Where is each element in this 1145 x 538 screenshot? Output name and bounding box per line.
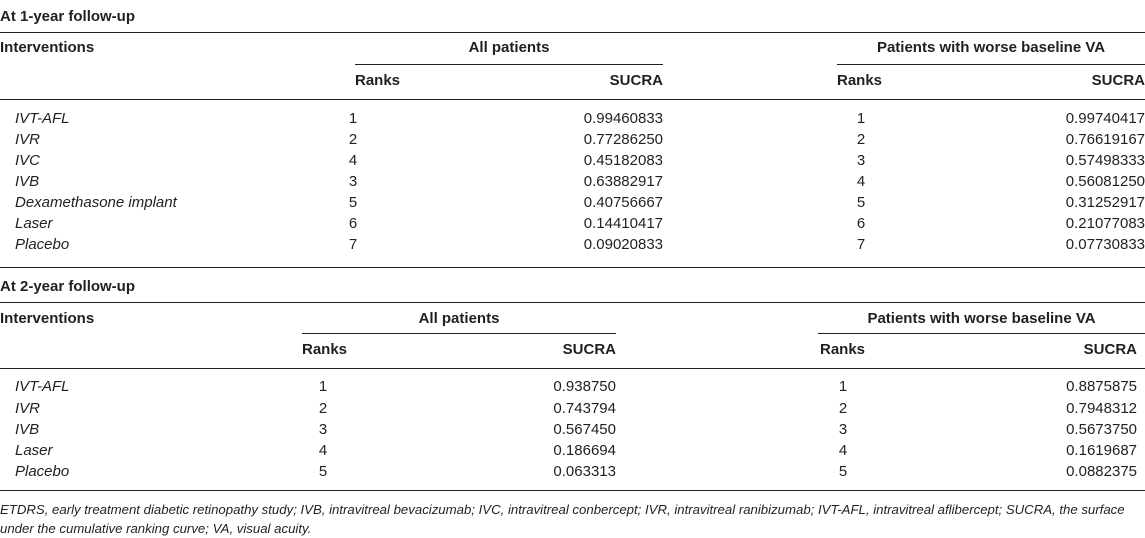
rank-all: 7 — [348, 236, 358, 253]
group-rule-all-2year — [302, 333, 616, 334]
header-all-patients-1year: All patients — [468, 39, 550, 56]
sucra-worse: 0.31252917 — [1065, 194, 1145, 211]
rank-worse: 4 — [838, 442, 848, 459]
sucra-worse: 0.1619687 — [1066, 442, 1137, 459]
section-title-1year: At 1-year follow-up — [0, 8, 136, 25]
subheader-sucra-all-1year: SUCRA — [609, 72, 663, 89]
header-worse-va-2year: Patients with worse baseline VA — [867, 310, 1096, 327]
bottom-rule-2year — [0, 490, 1145, 491]
subheader-sucra-all-2year: SUCRA — [562, 341, 616, 358]
sucra-worse: 0.7948312 — [1066, 400, 1137, 417]
rank-worse: 4 — [856, 173, 866, 190]
rank-all: 2 — [348, 131, 358, 148]
subheader-ranks-all-1year: Ranks — [355, 72, 401, 89]
sucra-worse: 0.99740417 — [1065, 110, 1145, 127]
sucra-worse: 0.21077083 — [1065, 215, 1145, 232]
intervention-name: IVB — [15, 173, 40, 190]
rank-all: 4 — [348, 152, 358, 169]
intervention-name: Placebo — [15, 463, 70, 480]
sucra-all: 0.567450 — [553, 421, 616, 438]
rank-all: 6 — [348, 215, 358, 232]
sucra-worse: 0.56081250 — [1065, 173, 1145, 190]
group-rule-worse-1year — [837, 64, 1145, 65]
intervention-name: Dexamethasone implant — [15, 194, 177, 211]
top-rule-1year — [0, 32, 1145, 33]
intervention-name: IVR — [15, 400, 41, 417]
intervention-name: Placebo — [15, 236, 70, 253]
rank-worse: 1 — [856, 110, 866, 127]
rank-all: 1 — [318, 378, 328, 395]
bottom-rule-1year — [0, 267, 1145, 268]
subheader-sucra-worse-2year: SUCRA — [1083, 341, 1137, 358]
sucra-all: 0.63882917 — [583, 173, 663, 190]
rank-all: 3 — [348, 173, 358, 190]
section-title-2year: At 2-year follow-up — [0, 278, 136, 295]
sucra-all: 0.14410417 — [583, 215, 663, 232]
sucra-all: 0.77286250 — [583, 131, 663, 148]
subheader-ranks-all-2year: Ranks — [302, 341, 348, 358]
sucra-worse: 0.57498333 — [1065, 152, 1145, 169]
intervention-name: IVC — [15, 152, 41, 169]
subheader-sucra-worse-1year: SUCRA — [1091, 72, 1145, 89]
sucra-all: 0.186694 — [553, 442, 616, 459]
rank-all: 5 — [318, 463, 328, 480]
rank-worse: 1 — [838, 378, 848, 395]
table-footnote: ETDRS, early treatment diabetic retinopathy study; IVB, intravitreal bevacizumab; IVC, intravitreal conbercept; IVR, intravitreal ranibizumab; IVT-AFL, intravitreal aflibercept; SUCRA, the surface under the cumulative ranking curve; VA, visual acuity. — [0, 502, 1125, 536]
rank-all: 4 — [318, 442, 328, 459]
rank-all: 3 — [318, 421, 328, 438]
sucra-all: 0.063313 — [553, 463, 616, 480]
intervention-name: IVT-AFL — [15, 378, 70, 395]
header-interventions-2year: Interventions — [0, 310, 95, 327]
rank-all: 5 — [348, 194, 358, 211]
sucra-all: 0.40756667 — [583, 194, 663, 211]
group-rule-worse-2year — [818, 333, 1145, 334]
rank-all: 2 — [318, 400, 328, 417]
sucra-worse: 0.76619167 — [1065, 131, 1145, 148]
sucra-all: 0.09020833 — [583, 236, 663, 253]
rank-worse: 7 — [856, 236, 866, 253]
subheader-ranks-worse-2year: Ranks — [820, 341, 866, 358]
sucra-worse: 0.5673750 — [1066, 421, 1137, 438]
rank-worse: 3 — [838, 421, 848, 438]
rank-worse: 2 — [838, 400, 848, 417]
subheader-ranks-worse-1year: Ranks — [837, 72, 883, 89]
intervention-name: IVR — [15, 131, 41, 148]
rank-worse: 6 — [856, 215, 866, 232]
header-all-patients-2year: All patients — [418, 310, 500, 327]
sucra-all: 0.938750 — [553, 378, 616, 395]
sucra-all: 0.45182083 — [583, 152, 663, 169]
rank-worse: 5 — [856, 194, 866, 211]
sucra-worse: 0.8875875 — [1066, 378, 1137, 395]
rank-worse: 5 — [838, 463, 848, 480]
intervention-name: IVT-AFL — [15, 110, 70, 127]
header-rule-1year — [0, 99, 1145, 100]
header-rule-2year — [0, 368, 1145, 369]
intervention-name: Laser — [15, 442, 53, 459]
rank-worse: 2 — [856, 131, 866, 148]
rank-worse: 3 — [856, 152, 866, 169]
intervention-name: Laser — [15, 215, 53, 232]
header-worse-va-1year: Patients with worse baseline VA — [876, 39, 1106, 56]
intervention-name: IVB — [15, 421, 40, 438]
sucra-all: 0.743794 — [553, 400, 616, 417]
sucra-worse: 0.0882375 — [1066, 463, 1137, 480]
group-rule-all-1year — [355, 64, 663, 65]
header-interventions-1year: Interventions — [0, 39, 95, 56]
sucra-all: 0.99460833 — [583, 110, 663, 127]
top-rule-2year — [0, 302, 1145, 303]
rank-all: 1 — [348, 110, 358, 127]
sucra-worse: 0.07730833 — [1065, 236, 1145, 253]
